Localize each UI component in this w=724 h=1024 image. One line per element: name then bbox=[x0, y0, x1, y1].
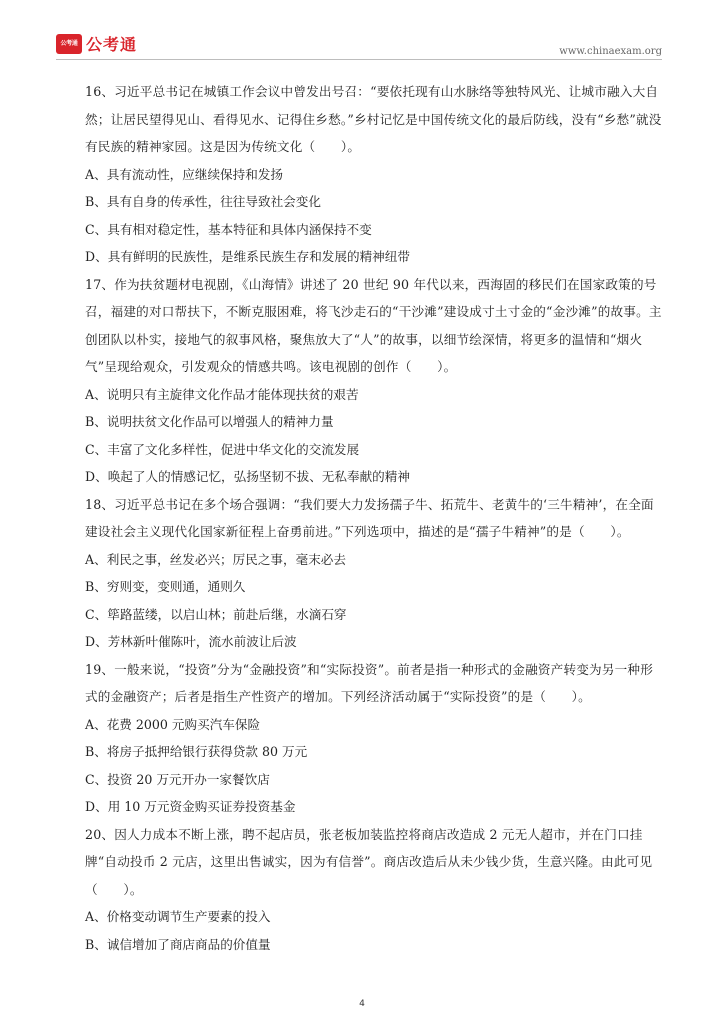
option-a: A、具有流动性，应继续保持和发扬 bbox=[85, 166, 284, 182]
option-b: B、将房子抵押给银行获得贷款 80 万元 bbox=[85, 744, 308, 759]
option-d: D、唤起了人的情感记忆，弘扬坚韧不拔、无私奉献的精神 bbox=[85, 469, 410, 484]
page-header bbox=[0, 0, 724, 60]
question-stem: 20、因人力成本不断上涨，聘不起店员，张老板加装监控将商店改造成 2 元无人超市，并在门口挂牌“自动投币 2 元店，这里出售诚实，因为有信誉”。商店改造后从未少钱少货，生意兴隆。由此可见（ ）。 bbox=[85, 826, 653, 897]
logo-text: 公考通 bbox=[86, 35, 138, 54]
page-number: 4 bbox=[359, 999, 365, 1009]
question-17 bbox=[85, 271, 663, 491]
option-d: D、芳林新叶催陈叶，流水前波让后波 bbox=[85, 634, 297, 649]
logo-badge-icon: 公考通 bbox=[56, 34, 82, 54]
question-18 bbox=[85, 491, 663, 656]
option-a: A、利民之事，丝发必兴；厉民之事，毫末必去 bbox=[85, 551, 346, 567]
option-d: D、用 10 万元资金购买证券投资基金 bbox=[85, 799, 296, 814]
header-divider bbox=[56, 59, 662, 60]
option-a: A、说明只有主旋律文化作品才能体现扶贫的艰苦 bbox=[85, 386, 359, 402]
question-stem: 16、习近平总书记在城镇工作会议中曾发出号召：“要依托现有山水脉络等独特风光、让城市融入大自然；让居民望得见山、看得见水、记得住乡愁。”乡村记忆是中国传统文化的最后防线，没有“乡愁”就没有民族的精神家园。这是因为传统文化（ ）。 bbox=[85, 84, 662, 154]
question-stem: 19、一般来说，“投资”分为“金融投资”和“实际投资”。前者是指一种形式的金融资产转变为另一种形式的金融资产；后者是指生产性资产的增加。下列经济活动属于“实际投资”的是（ ）。 bbox=[85, 661, 654, 704]
option-a: A、价格变动调节生产要素的投入 bbox=[85, 909, 271, 924]
option-b: B、穷则变，变则通，通则久 bbox=[85, 579, 246, 594]
question-20 bbox=[85, 821, 663, 959]
option-c: C、丰富了文化多样性，促进中华文化的交流发展 bbox=[85, 441, 360, 457]
option-b: B、说明扶贫文化作品可以增强人的精神力量 bbox=[85, 414, 334, 429]
logo bbox=[56, 32, 137, 55]
option-c: C、筚路蓝缕，以启山林；前赴后继，水滴石穿 bbox=[85, 606, 347, 622]
option-d: D、具有鲜明的民族性，是维系民族生存和发展的精神纽带 bbox=[85, 249, 410, 264]
question-19 bbox=[85, 656, 663, 821]
question-stem: 18、习近平总书记在多个场合强调：“我们要大力发扬孺子牛、拓荒牛、老黄牛的‘三牛精神’，在全面建设社会主义现代化国家新征程上奋勇前进。”下列选项中，描述的是“孺子牛精神”的是（ ）。 bbox=[85, 496, 654, 539]
option-b: B、诚信增加了商店商品的价值量 bbox=[85, 936, 271, 952]
option-c: C、具有相对稳定性，基本特征和具体内涵保持不变 bbox=[85, 221, 372, 237]
option-c: C、投资 20 万元开办一家餐饮店 bbox=[85, 771, 270, 787]
question-stem: 17、作为扶贫题材电视剧，《山海情》讲述了 20 世纪 90 年代以来，西海固的移民们在国家政策的号召，福建的对口帮扶下，不断克服困难，将飞沙走石的“干沙滩”建设成寸土寸金的“金沙滩”的故事。主创团队以朴实，接地气的叙事风格，聚焦放大了“人”的故事，以细节绘深情，将更多的温情和“烟火气”呈现给观众，引发观众的情感共鸣。该电视剧的创作（ ）。 bbox=[85, 276, 662, 374]
site-url: www.chinaexam.org bbox=[559, 46, 662, 57]
option-b: B、具有自身的传承性，往往导致社会变化 bbox=[85, 194, 321, 209]
question-16 bbox=[85, 78, 663, 271]
question-list bbox=[85, 78, 663, 958]
option-a: A、花费 2000 元购买汽车保险 bbox=[85, 716, 261, 732]
